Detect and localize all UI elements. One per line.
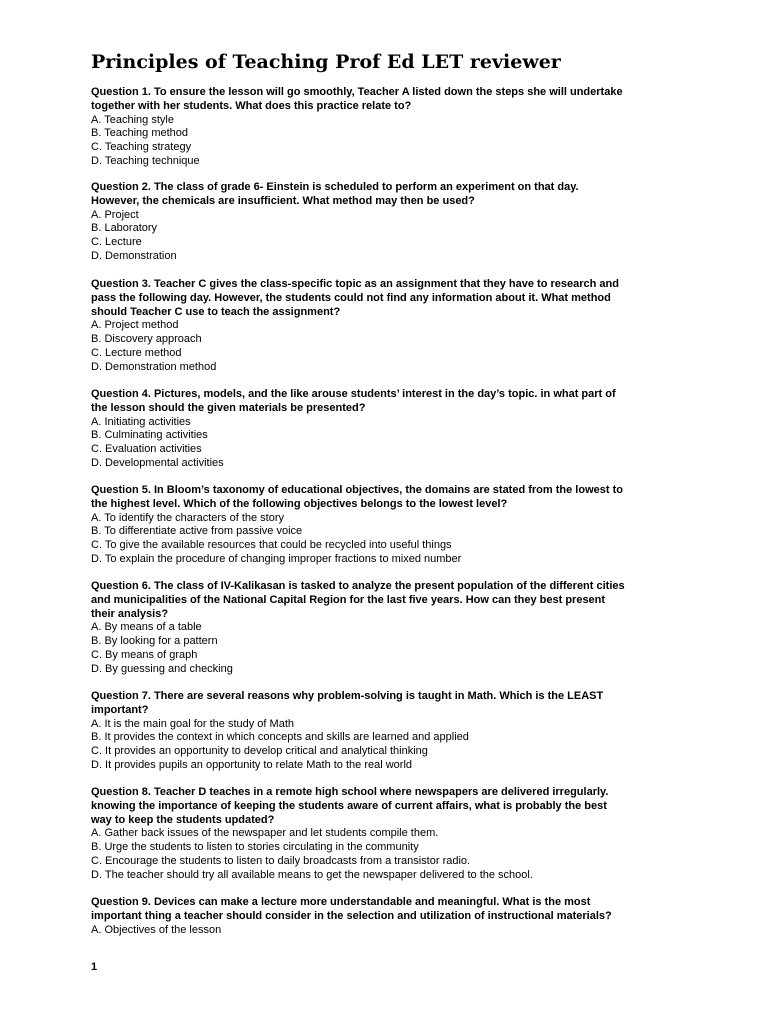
- option-c: C. Encourage the students to listen to daily broadcasts from a transistor radio.: [91, 854, 471, 867]
- option-c: C. Lecture: [91, 236, 142, 249]
- question-text: Question 9. Devices can make a lecture more understandable and meaningful. What is the most important thing a teacher should consider in the selection and utilization of instructional materials?: [91, 896, 612, 922]
- question-text: Question 7. There are several reasons why problem-solving is taught in Math. Which is the LEAST important?: [91, 690, 604, 716]
- option-c: C. By means of graph: [91, 648, 198, 661]
- question-9: [91, 896, 691, 937]
- option-a: A. It is the main goal for the study of Math: [91, 717, 294, 730]
- question-text: Question 3. Teacher C gives the class-specific topic as an assignment that they have to research and pass the following day. However, the students could not find any information about it. What method should Teacher C use to teach the assignment?: [91, 278, 619, 318]
- option-d: D. Demonstration: [91, 249, 177, 262]
- question-text: Question 4. Pictures, models, and the like arouse students’ interest in the day’s topic. in what part of the lesson should the given materials be presented?: [91, 388, 616, 414]
- option-c: C. Teaching strategy: [91, 141, 192, 154]
- option-d: D. Developmental activities: [91, 456, 224, 469]
- option-d: D. Demonstration method: [91, 360, 217, 373]
- option-b: B. Urge the students to listen to stories circulating in the community: [91, 841, 419, 854]
- option-a: A. Project method: [91, 319, 179, 332]
- question-3: [91, 278, 691, 375]
- option-d: D. It provides pupils an opportunity to relate Math to the real world: [91, 758, 413, 771]
- question-text: Question 8. Teacher D teaches in a remote high school where newspapers are delivered irregularly. knowing the importance of keeping the students aware of current affairs, what is probably the best way to keep the students updated?: [91, 786, 609, 826]
- option-c: C. Lecture method: [91, 346, 182, 359]
- document-title: Principles of Teaching Prof Ed LET reviewer: [91, 51, 561, 73]
- option-a: A. Initiating activities: [91, 415, 191, 428]
- option-a: A. Teaching style: [91, 113, 174, 126]
- option-d: D. To explain the procedure of changing improper fractions to mixed number: [91, 552, 462, 565]
- option-b: B. Culminating activities: [91, 429, 208, 442]
- option-a: A. To identify the characters of the story: [91, 511, 285, 524]
- option-a: A. By means of a table: [91, 621, 202, 634]
- page-number: 1: [91, 961, 98, 973]
- option-d: D. By guessing and checking: [91, 662, 233, 675]
- option-d: D. Teaching technique: [91, 154, 200, 167]
- option-b: B. Teaching method: [91, 127, 189, 140]
- option-a: A. Project: [91, 208, 139, 221]
- question-6: [91, 580, 691, 677]
- question-text: Question 2. The class of grade 6- Einstein is scheduled to perform an experiment on that day. However, the chemicals are insufficient. What method may then be used?: [91, 181, 579, 207]
- question-8: [91, 786, 691, 883]
- question-1: [91, 86, 691, 169]
- question-5: [91, 484, 691, 567]
- option-b: B. By looking for a pattern: [91, 635, 218, 648]
- option-b: B. It provides the context in which concepts and skills are learned and applied: [91, 731, 469, 744]
- option-a: A. Objectives of the lesson: [91, 923, 222, 936]
- question-text: Question 6. The class of IV-Kalikasan is tasked to analyze the present population of the different cities and municipalities of the National Capital Region for the last five years. How can they best present their analysis?: [91, 580, 625, 620]
- question-7: [91, 690, 691, 773]
- question-text: Question 1. To ensure the lesson will go smoothly, Teacher A listed down the steps she will undertake together with her students. What does this practice relate to?: [91, 86, 623, 112]
- option-d: D. The teacher should try all available means to get the newspaper delivered to the school.: [91, 868, 533, 881]
- question-2: [91, 181, 691, 264]
- option-c: C. It provides an opportunity to develop critical and analytical thinking: [91, 745, 428, 758]
- option-b: B. Discovery approach: [91, 333, 202, 346]
- option-c: C. Evaluation activities: [91, 443, 202, 456]
- option-b: B. To differentiate active from passive voice: [91, 525, 303, 538]
- option-b: B. Laboratory: [91, 222, 158, 235]
- question-4: [91, 388, 691, 471]
- option-a: A. Gather back issues of the newspaper and let students compile them.: [91, 827, 439, 840]
- option-c: C. To give the available resources that could be recycled into useful things: [91, 539, 452, 552]
- question-text: Question 5. In Bloom’s taxonomy of educational objectives, the domains are stated from the lowest to the highest level. Which of the following objectives belongs to the lowest level?: [91, 484, 623, 510]
